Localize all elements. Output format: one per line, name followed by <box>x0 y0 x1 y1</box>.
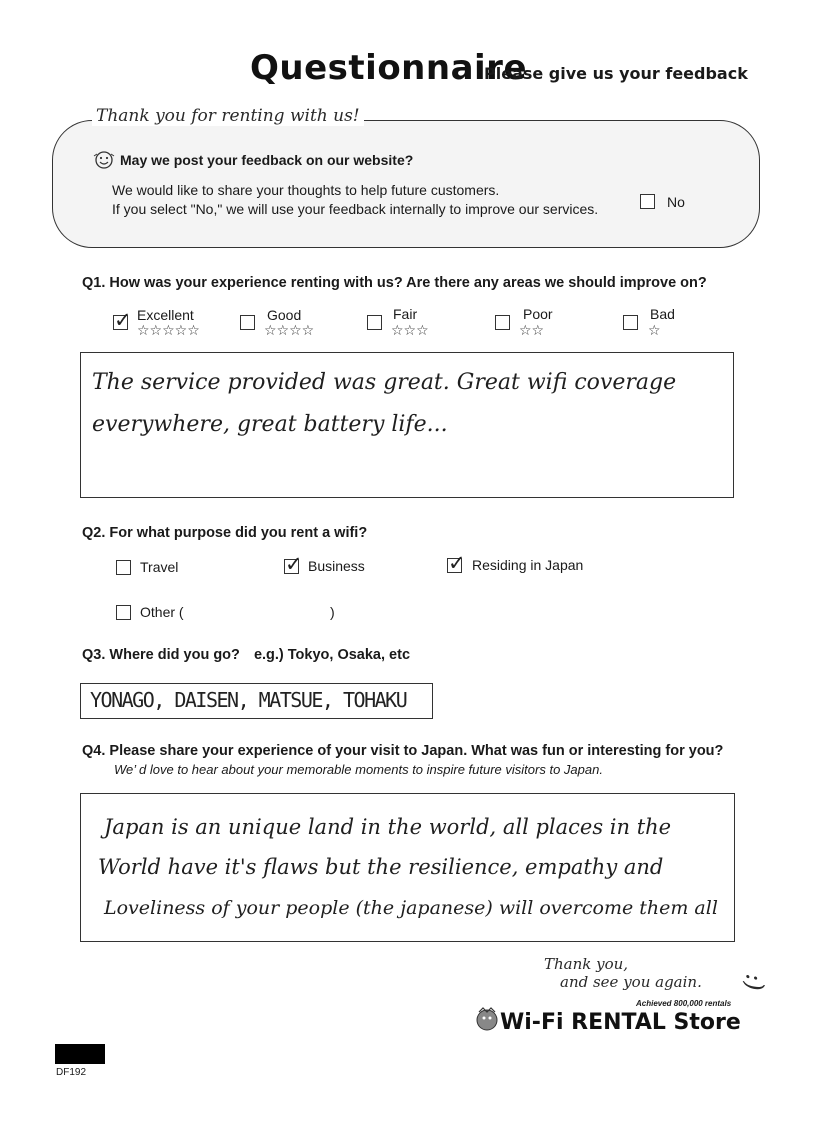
consent-title: May we post your feedback on our website? <box>120 152 414 168</box>
q2-other-close: ) <box>330 604 335 620</box>
smiley-face-icon <box>92 150 116 175</box>
redacted-block <box>55 1044 105 1064</box>
footer-smiley: :) <box>740 973 769 991</box>
q1-excellent-label: Excellent <box>137 307 194 323</box>
q2-text: For what purpose did you rent a wifi? <box>109 525 368 541</box>
footer-thanks-line-2: and see you again. <box>560 973 702 991</box>
q1-good-stars: ☆☆☆☆ <box>264 323 315 339</box>
q3-number: Q3. <box>82 647 106 663</box>
consent-no-checkbox[interactable] <box>640 194 655 209</box>
q1-bad-label: Bad <box>650 306 675 322</box>
q2-travel-label: Travel <box>140 559 179 575</box>
q4-text: Please share your experience of your visit to Japan. What was fun or interesting for you? <box>109 743 724 759</box>
q1-answer-line-2: everywhere, great battery life... <box>92 412 448 437</box>
q1-poor-label: Poor <box>523 306 553 322</box>
q1-good-label: Good <box>267 307 302 323</box>
footer-thanks-line-1: Thank you, <box>544 955 629 973</box>
q3-text: Where did you go? <box>109 647 240 663</box>
q2-question <box>82 525 367 541</box>
q4-hint: We’ d love to hear about your memorable moments to inspire future visitors to Japan. <box>114 762 603 777</box>
q1-number: Q1. <box>82 275 106 291</box>
q1-excellent-stars: ☆☆☆☆☆ <box>137 323 200 339</box>
q1-question <box>82 275 707 291</box>
q1-poor-stars: ☆☆ <box>519 323 545 339</box>
q1-bad-stars: ☆ <box>648 323 661 339</box>
q2-other-checkbox[interactable] <box>116 605 131 620</box>
q2-travel-checkbox[interactable] <box>116 560 131 575</box>
q1-answer-line-1: The service provided was great. Great wifi coverage <box>92 370 677 395</box>
consent-description <box>112 181 598 219</box>
q1-fair-label: Fair <box>393 306 418 322</box>
page-title: Questionnaire <box>250 48 528 88</box>
q3-example: e.g.) Tokyo, Osaka, etc <box>253 647 411 663</box>
handwritten-thanks-header: Thank you for renting with us! <box>92 106 364 126</box>
consent-line-1: We would like to share your thoughts to help future customers. <box>112 182 500 198</box>
q4-answer-line-2: World have it's flaws but the resilience, empathy and <box>98 855 664 879</box>
q1-text: How was your experience renting with us? Are there any areas we should improve on? <box>109 275 707 291</box>
achieved-rentals-text: Achieved 800,000 rentals <box>636 999 732 1008</box>
q1-poor-checkbox[interactable] <box>495 315 510 330</box>
q4-number: Q4. <box>82 743 106 759</box>
consent-line-2: If you select "No," we will use your feedback internally to improve our services. <box>112 201 599 217</box>
q1-excellent-checkbox[interactable] <box>113 315 128 330</box>
page-subtitle: Please give us your feedback <box>484 64 748 83</box>
q1-good-checkbox[interactable] <box>240 315 255 330</box>
brand-logo: Wi-Fi RENTAL Store <box>500 1010 741 1035</box>
q3-answer: YONAGO, DAISEN, MATSUE, TOHAKU <box>90 688 407 712</box>
q1-bad-checkbox[interactable] <box>623 315 638 330</box>
wifi-mascot-icon <box>474 1006 500 1037</box>
document-code: DF192 <box>56 1067 87 1078</box>
consent-no-label: No <box>667 194 685 210</box>
q2-business-checkbox[interactable] <box>284 559 299 574</box>
q1-fair-stars: ☆☆☆ <box>391 323 429 339</box>
q2-residing-label: Residing in Japan <box>472 557 584 573</box>
q2-other-label: Other ( <box>140 604 184 620</box>
q1-fair-checkbox[interactable] <box>367 315 382 330</box>
q4-answer-line-3: Loveliness of your people (the japanese) will overcome them all <box>104 897 718 919</box>
q4-answer-line-1: Japan is an unique land in the world, all places in the <box>104 815 672 839</box>
q2-number: Q2. <box>82 525 106 541</box>
q2-business-label: Business <box>308 558 365 574</box>
q4-question <box>82 743 723 759</box>
q2-residing-checkbox[interactable] <box>447 558 462 573</box>
q3-question <box>82 647 410 663</box>
